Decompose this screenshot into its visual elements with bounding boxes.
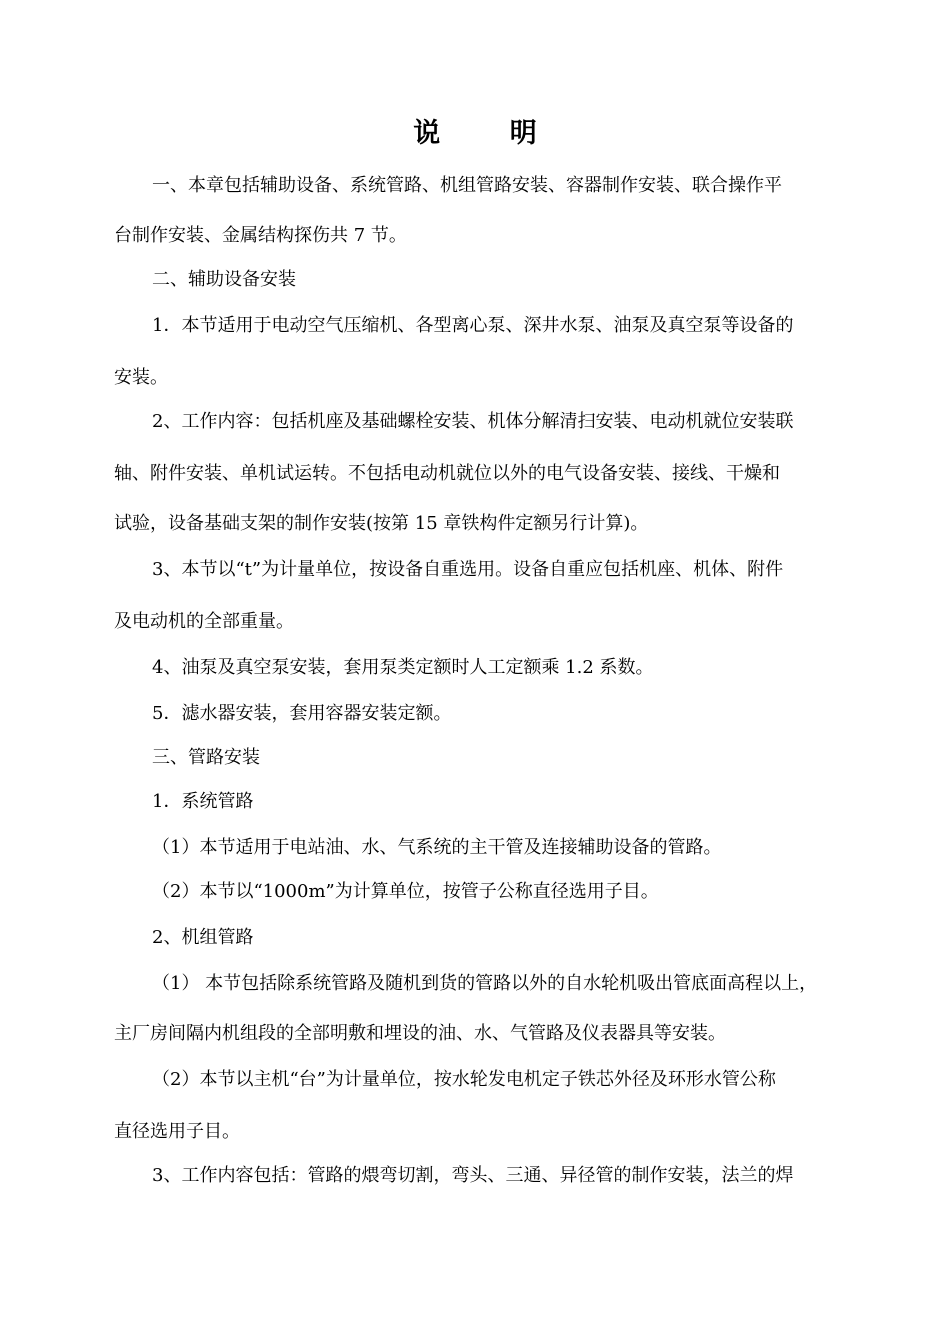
paragraph-line: 4、油泵及真空泵安装，套用泵类定额时人工定额乘 1.2 系数。 (152, 657, 654, 678)
section-heading: 二、辅助设备安装 (152, 269, 296, 290)
paragraph-line: 3、工作内容包括：管路的煨弯切割，弯头、三通、异径管的制作安装，法兰的焊 (152, 1165, 794, 1186)
paragraph-line: 一、本章包括辅助设备、系统管路、机组管路安装、容器制作安装、联合操作平 (152, 175, 782, 196)
paragraph-line: （2）本节以“1000m”为计算单位，按管子公称直径选用子目。 (152, 881, 659, 902)
section-heading: 三、管路安装 (152, 747, 260, 768)
paragraph-line: 安装。 (114, 367, 168, 388)
paragraph-line: 1．本节适用于电动空气压缩机、各型离心泵、深井水泵、油泵及真空泵等设备的 (152, 315, 794, 336)
paragraph-line: （1） 本节包括除系统管路及随机到货的管路以外的自水轮机吸出管底面高程以上， (152, 973, 818, 994)
page-title: 说 明 (413, 118, 567, 149)
subsection-heading: 1．系统管路 (152, 791, 254, 812)
paragraph-line: 5．滤水器安装，套用容器安装定额。 (152, 703, 452, 724)
paragraph-line: 3、本节以“t”为计量单位，按设备自重选用。设备自重应包括机座、机体、附件 (152, 559, 784, 580)
paragraph-line: 直径选用子目。 (114, 1121, 240, 1142)
paragraph-line: 主厂房间隔内机组段的全部明敷和埋设的油、水、气管路及仪表器具等安装。 (114, 1023, 726, 1044)
subsection-heading: 2、机组管路 (152, 927, 254, 948)
paragraph-line: 2、工作内容：包括机座及基础螺栓安装、机体分解清扫安装、电动机就位安装联 (152, 411, 794, 432)
paragraph-line: 及电动机的全部重量。 (114, 611, 294, 632)
paragraph-line: 试验，设备基础支架的制作安装(按第 15 章铁构件定额另行计算)。 (114, 513, 649, 534)
paragraph-line: 轴、附件安装、单机试运转。不包括电动机就位以外的电气设备安装、接线、干燥和 (114, 463, 780, 484)
paragraph-line: （2）本节以主机“台”为计量单位，按水轮发电机定子铁芯外径及环形水管公称 (152, 1069, 776, 1090)
paragraph-line: 台制作安装、金属结构探伤共 7 节。 (114, 225, 407, 246)
paragraph-line: （1）本节适用于电站油、水、气系统的主干管及连接辅助设备的管路。 (152, 837, 722, 858)
